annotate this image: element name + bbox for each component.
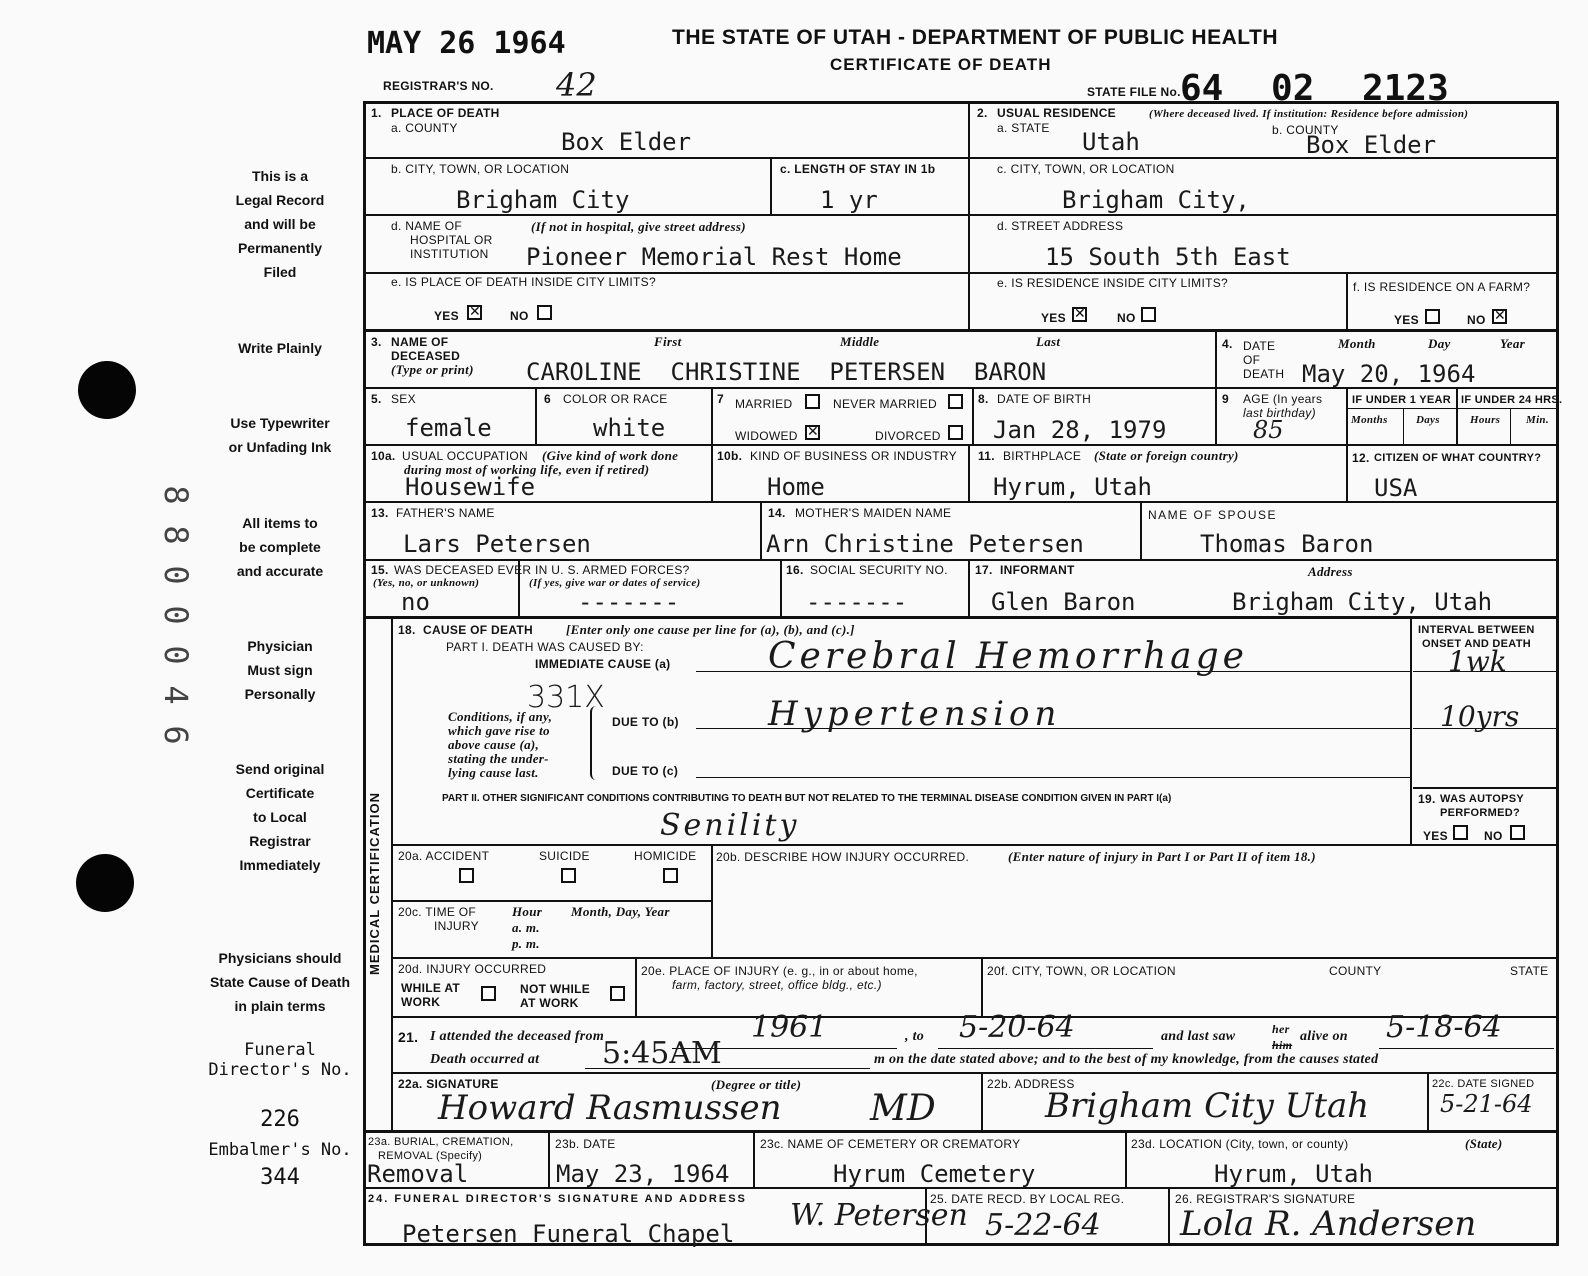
vertical-number-digit: 0 <box>157 645 195 665</box>
vertical-number-digit: 0 <box>157 565 195 585</box>
birthplace-label: BIRTHPLACE <box>1003 449 1082 463</box>
registrar-no: 42 <box>556 66 597 104</box>
place-of-injury-label: 20e. PLACE OF INJURY (e. g., in or about home, farm, factory, street, office bldg., etc.) <box>641 964 918 992</box>
degree-label: (Degree or title) <box>711 1077 802 1092</box>
residence-limits-no-label: NO <box>1117 311 1136 325</box>
mother-name-label: MOTHER'S MAIDEN NAME <box>795 506 952 520</box>
attended-label: I attended the deceased from <box>430 1029 605 1044</box>
due-to-b-label: DUE TO (b) <box>612 715 679 729</box>
item-13-number: 13. <box>371 506 389 520</box>
business-label: KIND OF BUSINESS OR INDUSTRY <box>750 449 957 463</box>
item-21-number: 21. <box>398 1029 419 1045</box>
farm-label: f. IS RESIDENCE ON A FARM? <box>1353 280 1531 294</box>
sex-label: SEX <box>391 392 416 406</box>
farm-no-checkbox[interactable]: ✕ <box>1494 308 1506 324</box>
occupation-note: (Give kind of work done <box>542 448 679 463</box>
married-label: MARRIED <box>735 397 793 411</box>
death-occurred-label: Death occurred at <box>430 1052 540 1067</box>
sidebar-cause-note: Physicians should State Cause of Death in plain terms <box>209 950 351 1014</box>
item-1-number: 1. <box>371 106 382 120</box>
cause-of-death-note: [Enter only one cause per line for (a), (b), and (c).] <box>566 622 855 637</box>
vertical-number-digit: 4 <box>157 685 195 705</box>
suicide-label: SUICIDE <box>539 849 590 863</box>
name-of-deceased-label: NAME OF DECEASED <box>391 335 461 363</box>
citizen-value: USA <box>1374 474 1418 502</box>
citizen-label: CITIZEN OF WHAT COUNTRY? <box>1374 452 1542 464</box>
death-city: Brigham City <box>456 186 630 214</box>
inside-city-limits-label: e. IS PLACE OF DEATH INSIDE CITY LIMITS? <box>391 275 656 289</box>
location-label: 23d. LOCATION (City, town, or county) <box>1131 1137 1349 1151</box>
item-15-number: 15. <box>371 563 389 577</box>
to-label: , to <box>905 1029 925 1044</box>
item-5-number: 5. <box>371 392 382 406</box>
father-name-label: FATHER'S NAME <box>396 506 495 520</box>
homicide-checkbox[interactable] <box>663 868 678 883</box>
funeral-director-label: Funeral Director's No. <box>208 1040 352 1080</box>
document-title: THE STATE OF UTAH - DEPARTMENT OF PUBLIC HEALTH <box>672 26 1279 49</box>
alive-on-date: 5-18-64 <box>1386 1010 1502 1045</box>
date-received: 5-22-64 <box>985 1208 1101 1243</box>
sidebar-physician-note: Physician Must sign Personally <box>244 638 316 702</box>
county-label: a. COUNTY <box>391 121 458 135</box>
social-security-value: ------- <box>806 588 908 616</box>
residence-limits-no-checkbox[interactable] <box>1141 307 1156 322</box>
occupation-label: USUAL OCCUPATION <box>402 449 528 463</box>
residence-city-label: c. CITY, TOWN, OR LOCATION <box>997 162 1175 176</box>
item-7-number: 7 <box>717 392 724 406</box>
months-header: Months <box>1351 414 1388 426</box>
conditions-note: Conditions, if any, which gave rise to above cause (a), stating the under- lying cause last. <box>448 709 553 780</box>
not-while-at-work-checkbox[interactable] <box>610 986 625 1001</box>
death-county: Box Elder <box>561 128 692 156</box>
never-married-checkbox[interactable] <box>948 394 963 409</box>
cause-a-value: Cerebral Hemorrhage <box>768 636 1248 677</box>
funeral-chapel: Petersen Funeral Chapel <box>402 1220 735 1248</box>
interval-label: INTERVAL BETWEEN ONSET AND DEATH <box>1418 624 1535 650</box>
item-2-number: 2. <box>977 106 988 120</box>
residence-limits-yes-checkbox[interactable]: ✕ <box>1074 306 1086 322</box>
homicide-label: HOMICIDE <box>634 849 697 863</box>
day-header: Day <box>1428 336 1451 351</box>
signature-label: 22a. SIGNATURE <box>398 1077 499 1091</box>
street-address-label: d. STREET ADDRESS <box>997 219 1124 233</box>
institution-label: d. NAME OF HOSPITAL OR INSTITUTION <box>391 219 493 261</box>
immediate-cause-label: IMMEDIATE CAUSE (a) <box>535 657 671 671</box>
armed-forces-value: no <box>401 588 430 616</box>
middle-name-header: Middle <box>840 334 880 349</box>
spouse-label: NAME OF SPOUSE <box>1148 508 1278 522</box>
informant-name: Glen Baron <box>991 588 1136 616</box>
state-paren-label: (State) <box>1465 1136 1503 1151</box>
hours-header: Hours <box>1470 414 1501 426</box>
farm-no-label: NO <box>1467 313 1486 327</box>
vertical-number-digit: 8 <box>157 525 195 545</box>
registrar-signature: Lola R. Andersen <box>1180 1204 1477 1244</box>
injury-state-label: STATE <box>1510 964 1549 978</box>
item-11-number: 11. <box>978 449 995 463</box>
sidebar-write-plainly: Write Plainly <box>238 340 322 356</box>
date-of-death: May 20, 1964 <box>1302 360 1476 388</box>
while-at-work-checkbox[interactable] <box>481 986 496 1001</box>
year-header: Year <box>1500 336 1526 351</box>
date-of-birth: Jan 28, 1979 <box>993 416 1167 444</box>
item-17-number: 17. <box>975 563 993 577</box>
city-limits-yes-checkbox[interactable]: ✕ <box>469 304 481 320</box>
disposition-date: May 23, 1964 <box>556 1160 730 1188</box>
length-of-stay-label: c. LENGTH OF STAY IN 1b <box>780 162 936 176</box>
item-16-number: 16. <box>786 563 804 577</box>
item-9-number: 9 <box>1222 392 1229 406</box>
sidebar-legal-note: This is a Legal Record and will be Permanently Filed <box>235 168 325 280</box>
part-1-label: PART I. DEATH WAS CAUSED BY: <box>446 640 644 654</box>
autopsy-yes-label: YES <box>1423 829 1448 843</box>
item-18-number: 18. <box>398 623 416 637</box>
residence-county-label: b. COUNTY <box>1272 123 1339 137</box>
item-19-number: 19. <box>1418 792 1436 806</box>
residence-limits-yes-label: YES <box>1041 311 1066 325</box>
war-service-value: ------- <box>578 588 680 616</box>
injury-occurred-label: 20d. INJURY OCCURRED <box>398 962 547 976</box>
disposition-label: 23a. BURIAL, CREMATION, REMOVAL (Specify) <box>368 1136 514 1162</box>
her-label: her <box>1272 1022 1290 1036</box>
injury-description-note: (Enter nature of injury in Part I or Part II of item 18.) <box>1008 849 1316 864</box>
autopsy-yes-checkbox[interactable] <box>1453 825 1468 840</box>
state-file-no: 64 02 2123 <box>1180 68 1449 109</box>
item-6-number: 6 <box>544 392 551 406</box>
business-value: Home <box>767 473 825 501</box>
married-checkbox[interactable] <box>805 394 820 409</box>
vertical-number-digit: 8 <box>157 485 195 505</box>
disposition-value: Removal <box>367 1160 469 1188</box>
am-label: a. m. <box>512 920 540 935</box>
while-at-work-label: WHILE AT WORK <box>401 981 461 1009</box>
punch-hole <box>78 361 136 419</box>
punch-hole <box>76 854 134 912</box>
medical-certification-label: MEDICAL CERTIFICATION <box>367 791 382 975</box>
interval-a-value: 1wk <box>1448 645 1507 678</box>
date-of-death-label: DATE OF DEATH <box>1243 339 1285 381</box>
widowed-label: WIDOWED <box>735 429 798 443</box>
item-10b-number: 10b. <box>717 449 743 463</box>
stamp-date: MAY 26 1964 <box>367 26 566 61</box>
widowed-checkbox[interactable]: ✕ <box>807 424 819 440</box>
sex-value: female <box>405 414 492 442</box>
conditions-brace <box>590 706 600 780</box>
state-label: a. STATE <box>997 121 1050 135</box>
informant-label: INFORMANT <box>1000 563 1075 577</box>
due-to-c-label: DUE TO (c) <box>612 764 679 778</box>
registrar-signature-label: 26. REGISTRAR'S SIGNATURE <box>1175 1192 1356 1206</box>
accident-label: 20a. ACCIDENT <box>398 849 490 863</box>
divorced-checkbox[interactable] <box>948 425 963 440</box>
item-14-number: 14. <box>768 506 786 520</box>
injury-county-label: COUNTY <box>1329 964 1382 978</box>
birthplace-value: Hyrum, Utah <box>993 473 1152 501</box>
days-header: Days <box>1416 414 1440 426</box>
accident-checkbox[interactable] <box>459 868 474 883</box>
residence-city: Brigham City, <box>1062 186 1250 214</box>
city-limits-no-checkbox[interactable] <box>537 305 552 320</box>
vertical-number-digit: 6 <box>157 725 195 745</box>
item-10a-number: 10a. <box>371 449 396 463</box>
farm-yes-checkbox[interactable] <box>1425 309 1440 324</box>
funeral-director-signature: W. Petersen <box>790 1198 968 1233</box>
item-12-number: 12. <box>1352 451 1370 465</box>
occupation-value: Housewife <box>405 473 536 501</box>
alive-on-label: alive on <box>1300 1029 1348 1044</box>
residence-county: Box Elder <box>1306 131 1437 159</box>
residence-city-limits-label: e. IS RESIDENCE INSIDE CITY LIMITS? <box>997 276 1228 290</box>
disposition-date-label: 23b. DATE <box>555 1137 616 1151</box>
death-time: 5:45AM <box>602 1036 722 1071</box>
date-signed-label: 22c. DATE SIGNED <box>1432 1078 1535 1090</box>
last-name-header: Last <box>1036 334 1061 349</box>
injury-description-label: 20b. DESCRIBE HOW INJURY OCCURRED. <box>716 850 970 864</box>
under-24-hrs-label: IF UNDER 24 HRS. <box>1461 394 1563 406</box>
length-of-stay: 1 yr <box>820 186 878 214</box>
location-value: Hyrum, Utah <box>1214 1160 1373 1188</box>
armed-forces-note: (Yes, no, or unknown) <box>373 577 480 589</box>
spouse-name: Thomas Baron <box>1200 530 1374 558</box>
city-limits-yes-label: YES <box>434 309 459 323</box>
document-subtitle: CERTIFICATE OF DEATH <box>830 55 1052 74</box>
physician-address: Brigham City Utah <box>1045 1086 1370 1126</box>
usual-residence-label: USUAL RESIDENCE <box>997 106 1116 120</box>
item-8-number: 8. <box>978 392 989 406</box>
autopsy-no-label: NO <box>1484 829 1503 843</box>
father-name: Lars Petersen <box>403 530 591 558</box>
embalmer-no: 344 <box>260 1165 300 1190</box>
sidebar-complete-note: All items to be complete and accurate <box>236 515 324 579</box>
vertical-number-digit: 0 <box>157 605 195 625</box>
physician-title: MD <box>870 1088 936 1129</box>
usual-residence-note: (Where deceased lived. If institution: Residence before admission) <box>1149 108 1469 120</box>
city-limits-no-label: NO <box>510 309 529 323</box>
occupation-note-2: during most of working life, even if retired) <box>404 462 650 477</box>
under-1-year-label: IF UNDER 1 YEAR <box>1352 394 1452 406</box>
street-address: 15 South 5th East <box>1045 243 1291 271</box>
type-or-print-note: (Type or print) <box>391 362 474 377</box>
never-married-label: NEVER MARRIED <box>833 397 937 411</box>
age-label: AGE (In years last birthday) <box>1243 392 1323 420</box>
state-file-label: STATE FILE No. <box>1087 85 1181 99</box>
birthplace-note: (State or foreign country) <box>1094 448 1239 463</box>
institution-name: Pioneer Memorial Rest Home <box>526 243 902 271</box>
residence-state: Utah <box>1082 128 1140 156</box>
social-security-label: SOCIAL SECURITY NO. <box>810 563 948 577</box>
embalmer-label: Embalmer's No. <box>208 1140 352 1160</box>
registrar-no-label: REGISTRAR'S NO. <box>383 79 494 93</box>
informant-address-label: Address <box>1308 564 1353 579</box>
part-2-value: Senility <box>660 808 800 843</box>
him-label: him <box>1272 1038 1293 1052</box>
suicide-checkbox[interactable] <box>561 868 576 883</box>
armed-forces-label: WAS DECEASED EVER IN U. S. ARMED FORCES? <box>394 563 690 577</box>
min-header: Min. <box>1526 414 1549 426</box>
informant-address: Brigham City, Utah <box>1232 588 1493 616</box>
item-4-number: 4. <box>1222 337 1233 351</box>
vertical-file-number <box>156 475 196 755</box>
cemetery-label: 23c. NAME OF CEMETERY OR CREMATORY <box>760 1137 1021 1151</box>
first-name-header: First <box>654 334 682 349</box>
cause-of-death-label: CAUSE OF DEATH <box>423 623 533 637</box>
autopsy-label: WAS AUTOPSY PERFORMED? <box>1440 793 1524 819</box>
race-label: COLOR OR RACE <box>563 392 668 406</box>
farm-yes-label: YES <box>1394 313 1419 327</box>
part-2-label: PART II. OTHER SIGNIFICANT CONDITIONS CONTRIBUTING TO DEATH BUT NOT RELATED TO THE TERMINAL DISEASE CONDITION GIVEN IN PART I(a) <box>442 793 1172 804</box>
sidebar-send-note: Send original Certificate to Local Registrar Immediately <box>235 761 325 873</box>
armed-forces-note-2: (If yes, give war or dates of service) <box>529 577 701 589</box>
attended-from-date: 1961 <box>751 1010 828 1045</box>
cause-b-value: Hypertension <box>768 694 1062 734</box>
time-of-injury-label: 20c. TIME OF INJURY <box>398 905 479 933</box>
attended-to-date: 5-20-64 <box>959 1010 1075 1045</box>
death-occurred-rest: m on the date stated above; and to the best of my knowledge, from the causes stated <box>874 1052 1379 1067</box>
hour-label: Hour <box>512 904 543 919</box>
month-day-year-label: Month, Day, Year <box>571 904 670 919</box>
divorced-label: DIVORCED <box>875 429 941 443</box>
not-while-at-work-label: NOT WHILE AT WORK <box>520 982 591 1010</box>
item-3-number: 3. <box>371 335 382 349</box>
month-header: Month <box>1338 336 1376 351</box>
injury-city-label: 20f. CITY, TOWN, OR LOCATION <box>987 964 1176 978</box>
deceased-name: CAROLINE CHRISTINE PETERSEN BARON <box>526 358 1047 386</box>
institution-note: (If not in hospital, give street address) <box>531 219 746 234</box>
autopsy-no-checkbox[interactable] <box>1510 825 1525 840</box>
age-value: 85 <box>1253 416 1284 444</box>
sidebar-typewriter-note: Use Typewriter or Unfading Ink <box>228 415 332 455</box>
last-saw-label: and last saw <box>1161 1029 1236 1044</box>
date-of-birth-label: DATE OF BIRTH <box>997 392 1092 406</box>
race-value: white <box>593 414 666 442</box>
mother-name: Arn Christine Petersen <box>766 530 1084 558</box>
interval-b-value: 10yrs <box>1440 700 1520 733</box>
disease-code: 331X <box>527 680 605 715</box>
city-label: b. CITY, TOWN, OR LOCATION <box>391 162 570 176</box>
pm-label: p. m. <box>512 936 540 951</box>
date-received-label: 25. DATE RECD. BY LOCAL REG. <box>930 1192 1125 1206</box>
place-of-death-label: PLACE OF DEATH <box>391 106 500 120</box>
date-signed: 5-21-64 <box>1440 1090 1533 1118</box>
cemetery-value: Hyrum Cemetery <box>833 1160 1036 1188</box>
funeral-director-sig-label: 24. FUNERAL DIRECTOR'S SIGNATURE AND ADDRESS <box>368 1193 747 1205</box>
funeral-director-no: 226 <box>260 1107 300 1132</box>
physician-signature: Howard Rasmussen <box>438 1088 782 1128</box>
physician-address-label: 22b. ADDRESS <box>987 1077 1075 1091</box>
